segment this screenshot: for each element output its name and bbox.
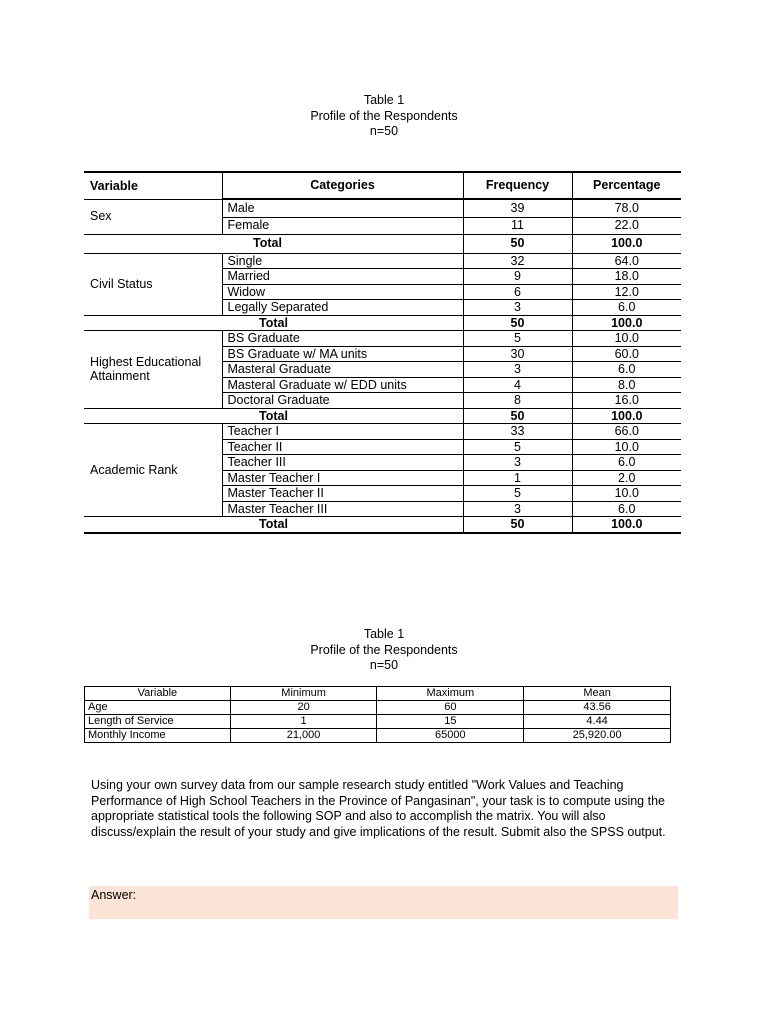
table2-caption-line3: n=50: [369, 658, 399, 672]
frequency-cell: 4: [463, 377, 572, 393]
frequency-cell: 5: [463, 439, 572, 455]
frequency-cell: 9: [463, 269, 572, 285]
category-cell: Master Teacher III: [222, 501, 463, 517]
percentage-cell: 60.0: [572, 346, 681, 362]
category-cell: Masteral Graduate w/ EDD units: [222, 377, 463, 393]
minimum-cell: 1: [230, 715, 377, 729]
table-header-row: [84, 172, 681, 199]
category-cell: Female: [222, 217, 463, 234]
frequency-cell: 3: [463, 455, 572, 471]
total-percentage: 100.0: [572, 234, 681, 253]
header-percentage: Percentage: [572, 172, 681, 199]
header-minimum: Minimum: [230, 687, 377, 701]
table1-caption: [0, 93, 768, 140]
total-label: Total: [84, 408, 463, 424]
percentage-cell: 2.0: [572, 470, 681, 486]
percentage-cell: 16.0: [572, 393, 681, 409]
total-frequency: 50: [463, 517, 572, 533]
variable-civil-status: Civil Status: [84, 253, 222, 315]
total-row: [84, 408, 681, 424]
variable-educational-attainment: Highest Educational Attainment: [84, 331, 222, 409]
minimum-cell: 21,000: [230, 729, 377, 743]
answer-box[interactable]: [89, 886, 678, 919]
mean-cell: 25,920.00: [524, 729, 671, 743]
profile-frequency-table: [84, 171, 681, 534]
category-cell: Master Teacher II: [222, 486, 463, 502]
total-row: [84, 315, 681, 331]
percentage-cell: 6.0: [572, 455, 681, 471]
category-cell: Single: [222, 253, 463, 269]
percentage-cell: 6.0: [572, 362, 681, 378]
total-percentage: 100.0: [572, 315, 681, 331]
frequency-cell: 3: [463, 362, 572, 378]
total-label: Total: [84, 234, 463, 253]
percentage-cell: 6.0: [572, 300, 681, 316]
mean-cell: 4.44: [524, 715, 671, 729]
total-label: Total: [84, 315, 463, 331]
category-cell: BS Graduate: [222, 331, 463, 347]
frequency-cell: 5: [463, 486, 572, 502]
category-cell: Masteral Graduate: [222, 362, 463, 378]
variable-cell: Monthly Income: [85, 729, 231, 743]
frequency-cell: 30: [463, 346, 572, 362]
frequency-cell: 32: [463, 253, 572, 269]
category-cell: Widow: [222, 284, 463, 300]
total-label: Total: [84, 517, 463, 533]
descriptive-statistics-table: [84, 686, 671, 743]
minimum-cell: 20: [230, 701, 377, 715]
variable-academic-rank: Academic Rank: [84, 424, 222, 517]
maximum-cell: 65000: [377, 729, 524, 743]
percentage-cell: 10.0: [572, 486, 681, 502]
frequency-cell: 5: [463, 331, 572, 347]
frequency-cell: 33: [463, 424, 572, 440]
total-percentage: 100.0: [572, 408, 681, 424]
table2-caption: [0, 627, 768, 674]
frequency-cell: 11: [463, 217, 572, 234]
table-row: [84, 331, 681, 347]
percentage-cell: 12.0: [572, 284, 681, 300]
task-instructions: Using your own survey data from our sample research study entitled "Work Values and Teaching Performance of High School Teachers in the Province of Pangasinan", your task is to compute using the appropriate statistical tools the following SOP and also to accomplish the matrix. You will also discuss/explain the result of your study and give implications of the result. Submit also the SPSS output.: [91, 778, 666, 840]
total-percentage: 100.0: [572, 517, 681, 533]
percentage-cell: 78.0: [572, 199, 681, 217]
percentage-cell: 10.0: [572, 331, 681, 347]
category-cell: Master Teacher I: [222, 470, 463, 486]
header-variable: Variable: [84, 172, 222, 199]
total-frequency: 50: [463, 315, 572, 331]
category-cell: Married: [222, 269, 463, 285]
header-maximum: Maximum: [377, 687, 524, 701]
table-row: [84, 424, 681, 440]
table-row: [84, 199, 681, 217]
percentage-cell: 22.0: [572, 217, 681, 234]
frequency-cell: 1: [463, 470, 572, 486]
table-row: [84, 253, 681, 269]
frequency-cell: 6: [463, 284, 572, 300]
total-frequency: 50: [463, 408, 572, 424]
percentage-cell: 66.0: [572, 424, 681, 440]
table2-caption-line2: Profile of the Respondents: [310, 642, 458, 657]
table1-caption-line1: Table 1: [363, 93, 405, 107]
table1-caption-line3: n=50: [369, 124, 399, 138]
category-cell: Teacher I: [222, 424, 463, 440]
variable-cell: Length of Service: [85, 715, 231, 729]
variable-sex: Sex: [84, 199, 222, 234]
table-row: [85, 701, 671, 715]
percentage-cell: 64.0: [572, 253, 681, 269]
category-cell: Legally Separated: [222, 300, 463, 316]
maximum-cell: 60: [377, 701, 524, 715]
maximum-cell: 15: [377, 715, 524, 729]
category-cell: Teacher II: [222, 439, 463, 455]
category-cell: Doctoral Graduate: [222, 393, 463, 409]
category-cell: BS Graduate w/ MA units: [222, 346, 463, 362]
answer-label: Answer:: [91, 888, 137, 902]
category-cell: Teacher III: [222, 455, 463, 471]
percentage-cell: 8.0: [572, 377, 681, 393]
frequency-cell: 3: [463, 300, 572, 316]
table2-caption-line1: Table 1: [363, 627, 405, 641]
header-variable: Variable: [85, 687, 231, 701]
frequency-cell: 3: [463, 501, 572, 517]
frequency-cell: 8: [463, 393, 572, 409]
table1-caption-line2: Profile of the Respondents: [310, 108, 458, 123]
percentage-cell: 18.0: [572, 269, 681, 285]
frequency-cell: 39: [463, 199, 572, 217]
header-categories: Categories: [222, 172, 463, 199]
mean-cell: 43.56: [524, 701, 671, 715]
table-row: [85, 715, 671, 729]
total-row: [84, 517, 681, 533]
header-frequency: Frequency: [463, 172, 572, 199]
table-header-row: [85, 687, 671, 701]
header-mean: Mean: [524, 687, 671, 701]
category-cell: Male: [222, 199, 463, 217]
total-row: [84, 234, 681, 253]
total-frequency: 50: [463, 234, 572, 253]
variable-cell: Age: [85, 701, 231, 715]
percentage-cell: 6.0: [572, 501, 681, 517]
table-row: [85, 729, 671, 743]
percentage-cell: 10.0: [572, 439, 681, 455]
